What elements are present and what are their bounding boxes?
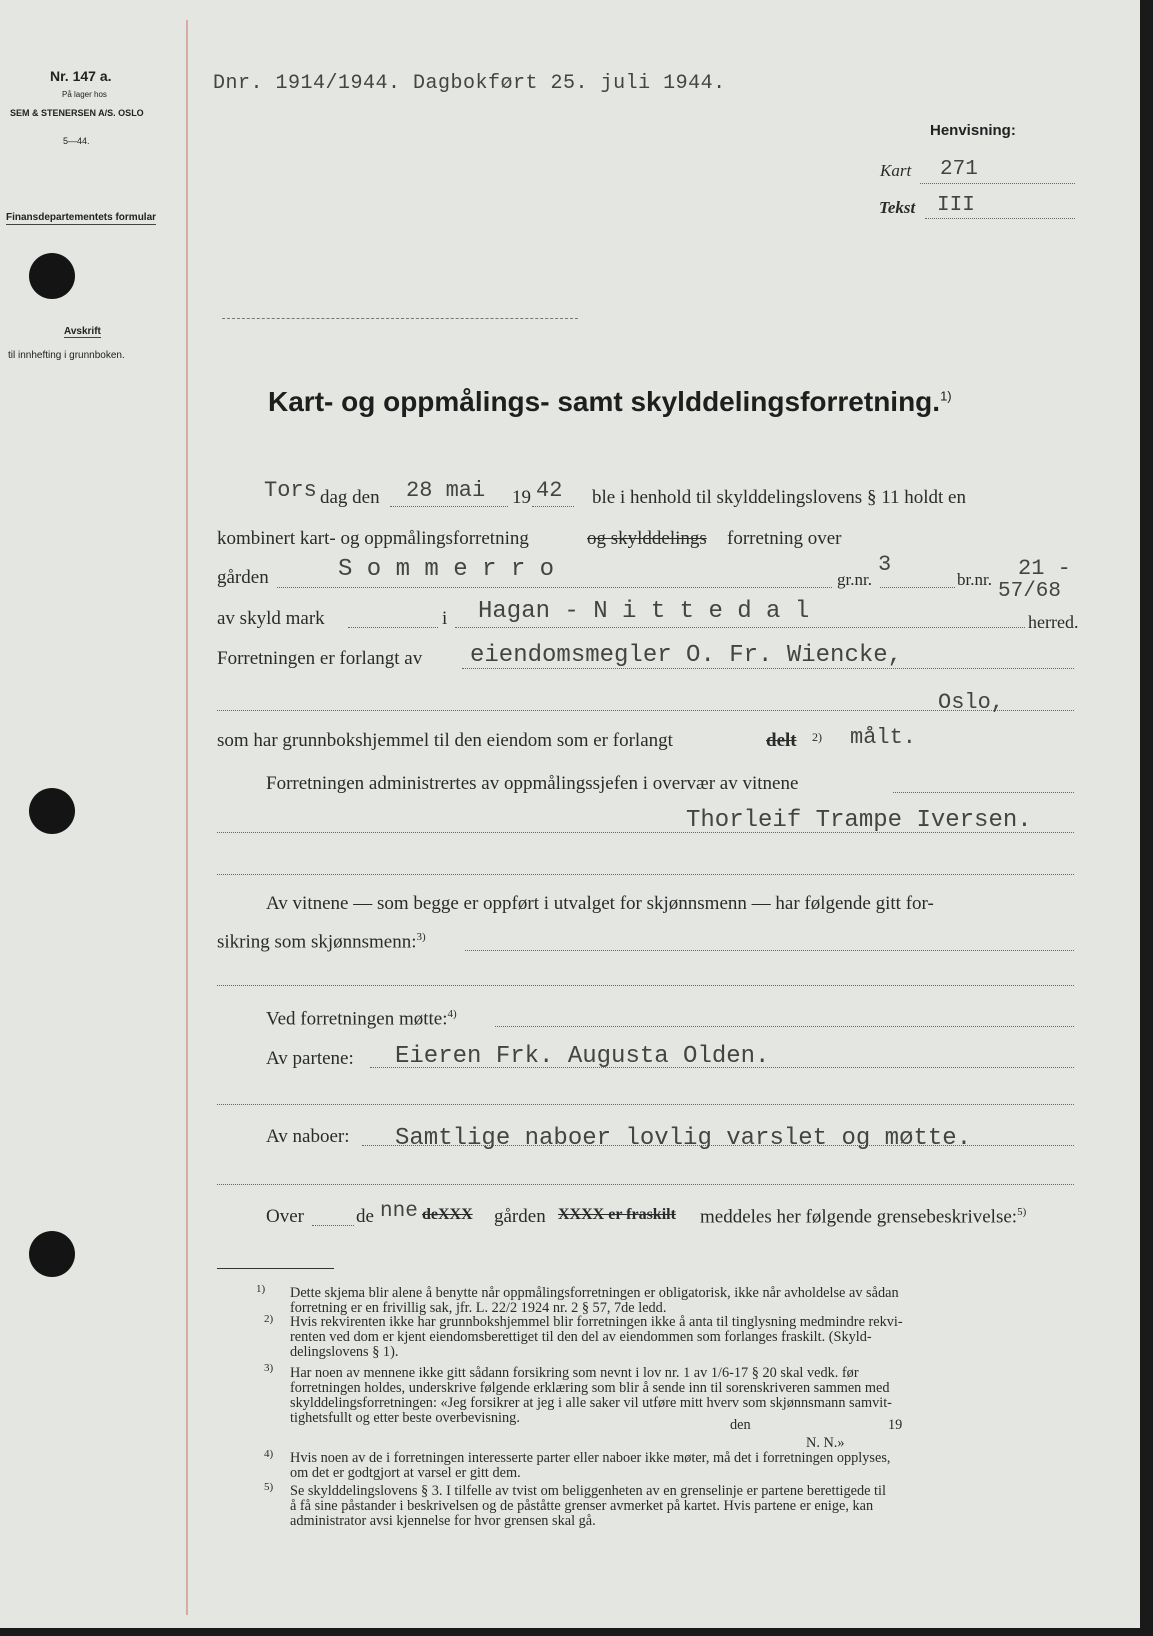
formular-label: Finansdepartementets formular xyxy=(6,212,157,223)
form-number: Nr. 147 a. xyxy=(50,68,112,84)
line2-text-b: forretning over xyxy=(727,528,842,549)
garden-label: gården xyxy=(217,567,269,588)
grunnbok-note: 2) xyxy=(812,730,822,744)
vitner-text-2: sikring som skjønnsmenn:$^{3)}$ xyxy=(217,931,426,953)
grnr-label: gr.nr. xyxy=(837,570,872,589)
brnr-value: 21 - xyxy=(1018,556,1071,581)
intro-text: ble i henhold til skylddelingslovens § 11 holdt en xyxy=(592,487,966,508)
over-text: meddeles her følgende grensebeskrivelse:$^{5)}$ xyxy=(700,1206,1027,1228)
vitner-rule-2 xyxy=(217,985,1074,986)
over-rule xyxy=(312,1225,354,1226)
punch-hole xyxy=(29,253,75,299)
footnote-4: Hvis noen av de i forretningen interesserte parter eller naboer ikke møter, må det i forretningen opplyses, om det er godtgjort at varsel er gitt dem. xyxy=(290,1450,891,1481)
vitne-rule-2 xyxy=(217,874,1074,875)
form-title: Kart- og oppmålings- samt skylddelingsforretning.$^{1)}$ xyxy=(268,386,952,417)
year-rule xyxy=(532,506,574,507)
printer-name: SEM & STENERSEN A/S. OSLO xyxy=(10,108,144,118)
avskrift-label: Avskrift xyxy=(64,326,101,337)
footnote-3-number: 3) xyxy=(264,1362,274,1374)
year-prefix: 19 xyxy=(512,487,531,508)
grunnbok-struck: delt xyxy=(766,730,797,751)
over-struck-1: deXXX xyxy=(422,1206,473,1223)
naboer-value: Samtlige naboer lovlig varslet og møtte. xyxy=(395,1125,972,1152)
forlangt-value: eiendomsmegler O. Fr. Wiencke, xyxy=(470,642,903,669)
administrert-text: Forretningen administrertes av oppmålingssjefen i overvær av vitnene xyxy=(266,773,799,794)
over-garden: gården xyxy=(494,1206,546,1227)
footnote-2-number: 2) xyxy=(264,1313,274,1325)
footnote-4-number: 4) xyxy=(264,1448,274,1460)
print-date: 5—44. xyxy=(63,136,90,146)
vitne-value: Thorleif Trampe Iversen. xyxy=(686,807,1032,834)
day-prefix: Tors xyxy=(264,478,317,503)
dashed-rule xyxy=(222,318,578,319)
tekst-value: III xyxy=(937,194,975,217)
forlangt-label: Forretningen er forlangt av xyxy=(217,648,423,669)
naboer-rule-2 xyxy=(217,1184,1074,1185)
punch-hole xyxy=(29,1231,75,1277)
year-suffix: 42 xyxy=(536,478,563,503)
date-value: 28 mai xyxy=(406,478,486,503)
punch-hole xyxy=(29,788,75,834)
brnr-label: br.nr. xyxy=(957,570,992,589)
partene-value: Eieren Frk. Augusta Olden. xyxy=(395,1043,770,1070)
grunnbok-value: målt. xyxy=(850,725,917,750)
administrert-rule xyxy=(893,792,1074,793)
registration-stamp: Dnr. 1914/1944. Dagbokført 25. juli 1944. xyxy=(213,72,726,95)
i-label: i xyxy=(442,608,448,629)
date-rule xyxy=(390,506,508,507)
footnote-2: Hvis rekvirenten ikke har grunnbokshjemmel blir forretningen ikke å anta til tinglysning medmindre rekvi- renten ved dom er kjent eiendomsberettiget til den del av eiendommen som forlanges fraskilt. (Skyld- delingslovens § 1). xyxy=(290,1314,903,1360)
footnote-3-signature: N. N.» xyxy=(806,1435,845,1451)
motte-text: Ved forretningen møtte:$^{4)}$ xyxy=(266,1008,457,1030)
skyld-rule xyxy=(348,627,438,628)
herred-rule xyxy=(455,627,1025,628)
over-de: de xyxy=(356,1206,374,1227)
margin-rule xyxy=(186,20,188,1615)
line2-struck: og skylddelings xyxy=(587,528,707,549)
partene-rule-2 xyxy=(217,1104,1074,1105)
footnote-1: Dette skjema blir alene å benytte når oppmålingsforretningen er obligatorisk, ikke når avholdelse av sådan forretning er en frivillig sak, jfr. L. 22/2 1924 nr. 2 § 57, 7de ledd. xyxy=(290,1285,899,1316)
kart-label: Kart xyxy=(880,161,912,180)
day-suffix: dag den xyxy=(320,487,380,508)
herred-value: Hagan - N i t t e d a l xyxy=(478,598,810,625)
innhefting-label: til innhefting i grunnboken. xyxy=(8,350,125,361)
grnr-value: 3 xyxy=(878,552,892,577)
line2-text-a: kombinert kart- og oppmålingsforretning xyxy=(217,528,529,549)
footnote-5: Se skylddelingslovens § 3. I tilfelle av tvist om beliggenheten av en grenselinje er partene berettigede til å få sine påstander i beskrivelsen og de påståtte grenser avmerket på kartet. Hvis partene er enige, kan administrator avsi kjennelse for hvor grensen skal gå. xyxy=(290,1483,886,1529)
kart-value: 271 xyxy=(940,158,978,181)
footnote-1-number: 1) xyxy=(256,1283,266,1295)
herred-label: herred. xyxy=(1028,612,1079,632)
garden-value: S o m m e r r o xyxy=(338,556,555,583)
brnr-value-2: 57/68 xyxy=(998,580,1062,603)
forlangt-city: Oslo, xyxy=(938,690,1005,715)
partene-label: Av partene: xyxy=(266,1048,354,1069)
footnote-5-number: 5) xyxy=(264,1481,274,1493)
grunnbok-text: som har grunnbokshjemmel til den eiendom som er forlangt xyxy=(217,730,673,751)
skyld-label: av skyld mark xyxy=(217,608,325,629)
tekst-label: Tekst xyxy=(879,198,916,217)
over-struck-2: XXXX er fraskilt xyxy=(558,1206,676,1223)
grnr-rule xyxy=(880,587,955,588)
vitner-rule xyxy=(465,950,1074,951)
henvisning-label: Henvisning: xyxy=(930,122,1016,139)
print-line-1: På lager hos xyxy=(62,90,107,99)
over-nne: nne xyxy=(380,1200,418,1223)
kart-rule xyxy=(920,183,1075,184)
vitner-text-1: Av vitnene — som begge er oppført i utvalget for skjønnsmenn — har følgende gitt for- xyxy=(266,893,934,914)
tekst-rule xyxy=(925,218,1075,219)
footnote-3: Har noen av mennene ikke gitt sådann forsikring som nevnt i lov nr. 1 av 1/6-17 § 20 skal vedk. før forretningen holdes, underskrive følgende erklæring som blir å sende inn til sorenskriveren sammen med skylddelingsforretningen: «Jeg forsikrer at jeg i alle saker vil utføre mitt hverv som skjønnsmann samvit- tighetsfullt og etter beste overbevisning. xyxy=(290,1365,892,1426)
footnote-3-year: 19 xyxy=(888,1417,903,1433)
garden-rule xyxy=(277,587,832,588)
naboer-label: Av naboer: xyxy=(266,1126,350,1147)
footnote-rule xyxy=(217,1268,334,1269)
motte-rule xyxy=(495,1026,1074,1027)
footnote-3-den: den xyxy=(730,1417,751,1433)
over-label: Over xyxy=(266,1206,304,1227)
